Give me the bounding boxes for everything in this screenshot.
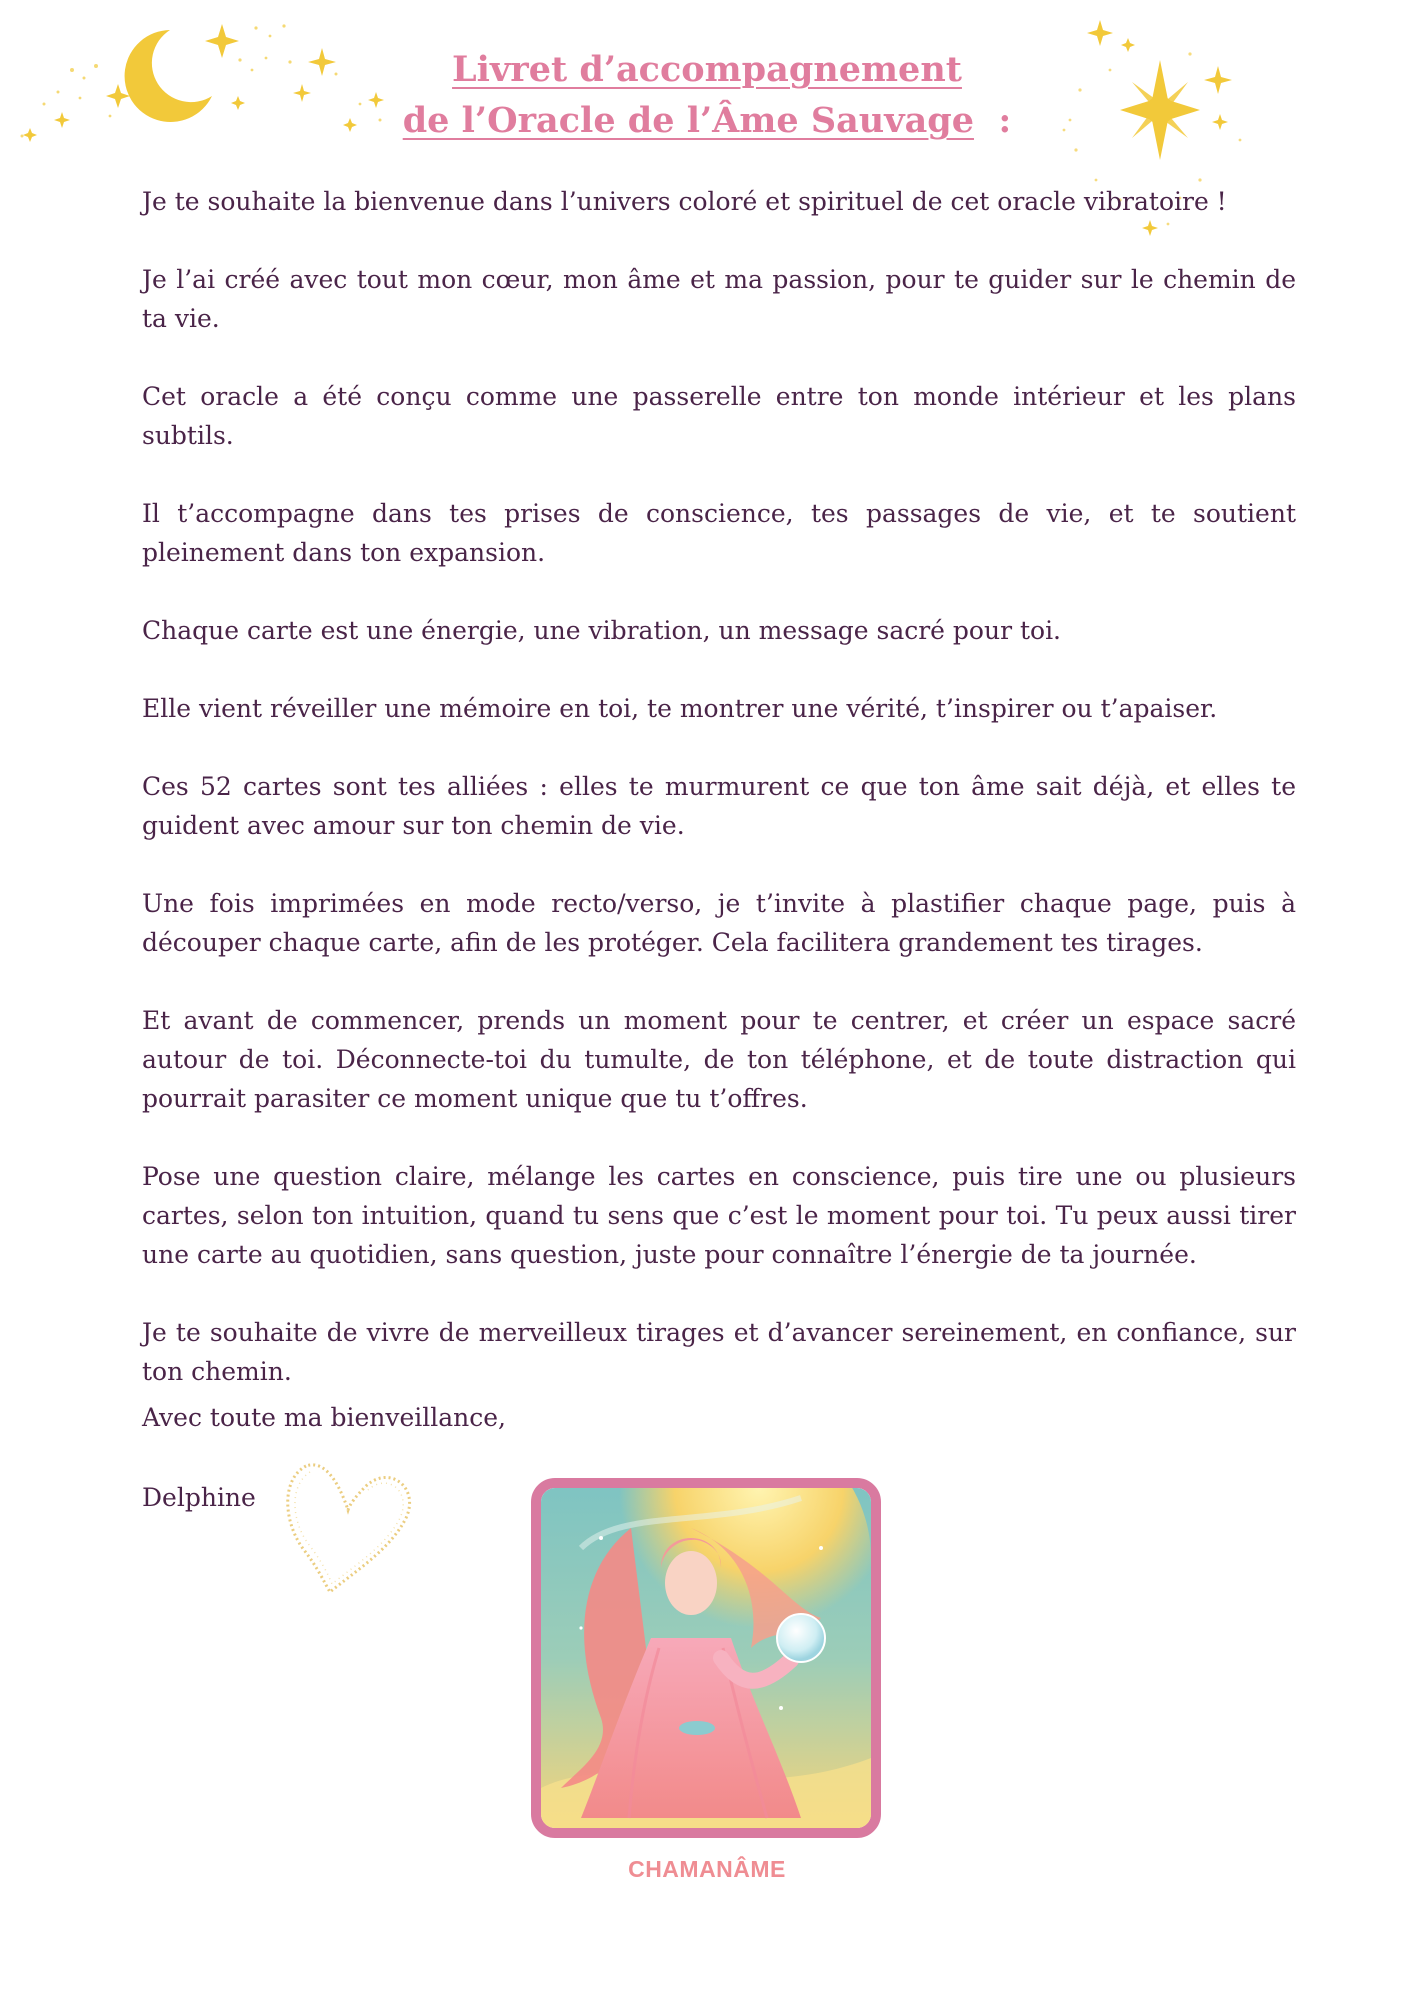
signature: Delphine: [142, 1483, 256, 1512]
paragraph: Pose une question claire, mélange les cartes en conscience, puis tire une ou plusieurs cartes, selon ton intuition, quand tu sens que c’est le moment pour toi. Tu peux aussi tirer une carte au quotidien, sans question, juste pour connaître l’énergie de ta journée.: [142, 1162, 1296, 1269]
star-icon: [1087, 20, 1113, 46]
brand-name: CHAMANÂME: [628, 1856, 786, 1882]
paragraph: Chaque carte est une énergie, une vibration, un message sacré pour toi.: [142, 616, 1062, 645]
page-title: [0, 44, 1414, 146]
oracle-card-image: [531, 1478, 881, 1838]
paragraph: Elle vient réveiller une mémoire en toi, te montrer une vérité, t’inspirer ou t’apaiser.: [142, 694, 1218, 723]
title-colon: :: [998, 100, 1012, 141]
paragraph: Je l’ai créé avec tout mon cœur, mon âme et ma passion, pour te guider sur le chemin de ta vie.: [142, 265, 1296, 333]
card-illustration: [541, 1488, 871, 1828]
paragraph: Cet oracle a été conçu comme une passerelle entre ton monde intérieur et les plans subtils.: [142, 382, 1296, 450]
heart-icon: [270, 1440, 430, 1600]
paragraph: Je te souhaite de vivre de merveilleux tirages et d’avancer sereinement, en confiance, sur ton chemin.: [142, 1318, 1296, 1386]
title-line-1: Livret d’accompagnement: [452, 49, 962, 90]
signoff: Avec toute ma bienveillance,: [142, 1403, 507, 1432]
intro-text: [142, 182, 1296, 1430]
paragraph: Et avant de commencer, prends un moment pour te centrer, et créer un espace sacré autour de toi. Déconnecte-toi du tumulte, de ton téléphone, et de toute distraction qui pourrait parasiter ce moment unique que tu t’offres.: [142, 1006, 1296, 1113]
paragraph: Il t’accompagne dans tes prises de conscience, tes passages de vie, et te soutient pleinement dans ton expansion.: [142, 499, 1296, 567]
paragraph: Ces 52 cartes sont tes alliées : elles te murmurent ce que ton âme sait déjà, et elles te guident avec amour sur ton chemin de vie.: [142, 772, 1296, 840]
title-line-2: de l’Oracle de l’Âme Sauvage: [402, 100, 974, 141]
paragraph: Une fois imprimées en mode recto/verso, je t’invite à plastifier chaque page, puis à découper chaque carte, afin de les protéger. Cela facilitera grandement tes tirages.: [142, 889, 1296, 957]
paragraph: Je te souhaite la bienvenue dans l’univers coloré et spirituel de cet oracle vibratoire !: [142, 187, 1227, 216]
